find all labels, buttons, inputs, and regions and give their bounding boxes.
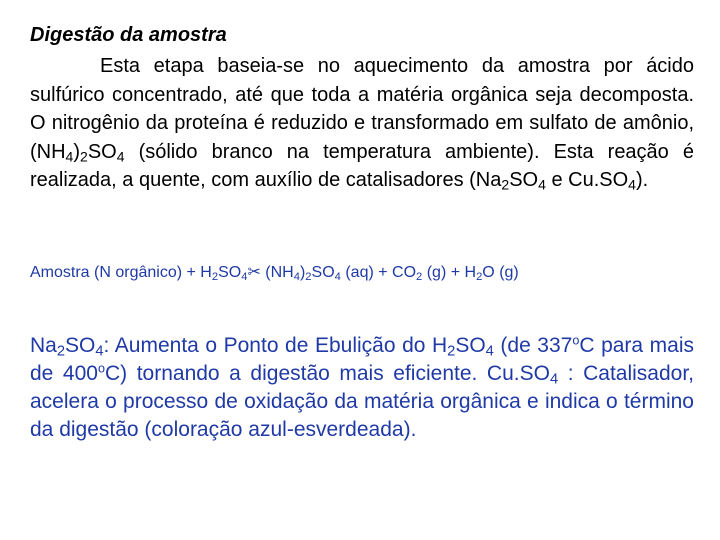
p2-sub-a2: 4 <box>95 343 104 360</box>
reaction-text-5: SO <box>311 264 335 281</box>
p2-text-a5: (de 337 <box>493 334 573 357</box>
p2-text-a6: C para mais de 400 <box>30 334 694 385</box>
reaction-text-1: Amostra (N orgânico) + H <box>30 264 212 281</box>
reaction-text-8: O (g) <box>482 264 519 281</box>
reaction-text-4: ) <box>299 264 306 281</box>
p2-text-a1: Na <box>30 334 57 357</box>
p2-sub-a4: 4 <box>485 343 494 360</box>
reaction-sub-5: 4 <box>334 270 341 283</box>
catalyst-paragraph <box>30 332 694 444</box>
p1-sub-2: 2 <box>80 148 88 164</box>
reaction-equation <box>30 262 519 282</box>
reaction-sub-3: 4 <box>293 270 300 283</box>
reaction-arrow-icon: ✂ <box>247 264 261 281</box>
p2-text-b2: : Catalisador, acelera o processo de oxidação da matéria orgânica e indica o término da digestão (coloração azul-esverdeada). <box>30 362 694 441</box>
p1-sub-5: 4 <box>538 176 546 193</box>
p1-text-4: (sólido branco na temperatura ambiente). Esta reação é realizada, a quente, com auxílio de catalisadores (Na <box>30 140 694 191</box>
reaction-sub-1: 2 <box>211 270 219 283</box>
p1-sub-1: 4 <box>65 148 74 164</box>
p2-sub-b1: 4 <box>549 371 559 388</box>
p1-text-6: e Cu.SO <box>545 169 629 191</box>
reaction-text-3: (NH <box>260 264 294 281</box>
p2-sub-a1: 2 <box>56 343 66 360</box>
p1-text-2: ) <box>73 140 81 163</box>
p2-sub-a3: 2 <box>447 343 456 360</box>
reaction-text-6: (aq) + CO <box>340 264 417 281</box>
reaction-text-2: SO <box>218 264 242 281</box>
reaction-sub-2: 4 <box>241 270 248 283</box>
p1-text-1: Esta etapa baseia-se no aquecimento da amostra por ácido sulfúrico concentrado, até que toda a matéria orgânica seja decomposta. O nitrogênio da proteína é reduzido e transformado em sulfato de amônio, (NH <box>30 55 694 163</box>
reaction-text-7: (g) + H <box>422 264 477 281</box>
p1-text-3: SO <box>87 140 117 163</box>
p2-text-a7: C) tornando a digestão mais eficiente. <box>104 362 487 385</box>
section-heading: Digestão da amostra <box>30 24 227 46</box>
intro-paragraph <box>30 52 694 195</box>
reaction-sub-4: 2 <box>305 270 312 283</box>
reaction-sub-7: 2 <box>476 270 483 283</box>
p2-text-a2: SO <box>65 334 96 357</box>
p2-sup-a6: o <box>97 361 105 376</box>
p2-text-a3: : Aumenta o Ponto de Ebulição do H <box>103 334 448 357</box>
p1-sub-3: 4 <box>116 148 125 164</box>
p2-sup-a5: o <box>572 333 580 348</box>
p2-text-b1: Cu.SO <box>486 362 550 385</box>
p2-text-a4: SO <box>455 334 486 357</box>
p1-sub-6: 4 <box>628 176 636 193</box>
p1-text-7: ). <box>635 169 649 191</box>
p1-sub-4: 2 <box>501 176 510 193</box>
p1-text-5: SO <box>509 169 539 191</box>
reaction-sub-6: 2 <box>416 270 423 283</box>
